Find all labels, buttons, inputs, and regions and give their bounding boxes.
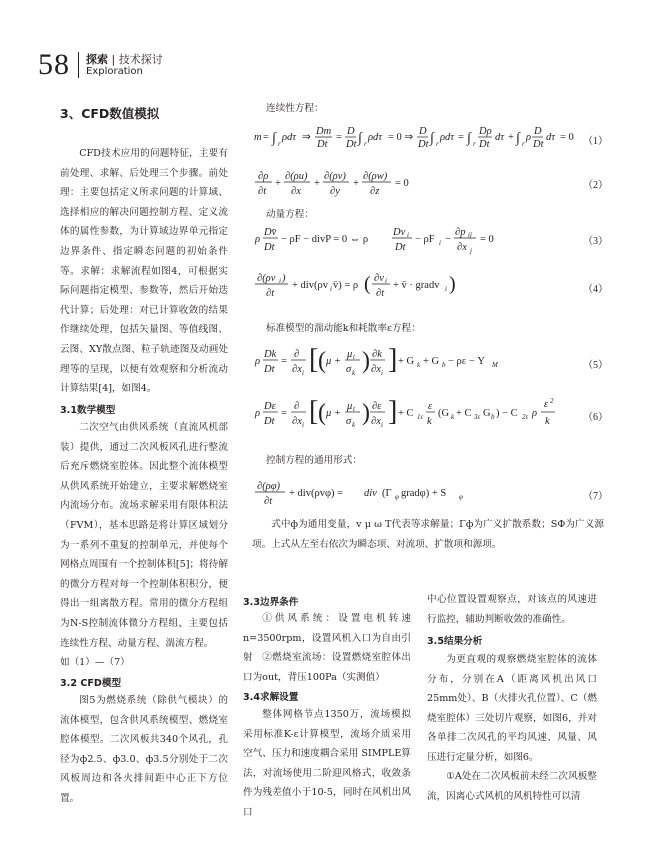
svg-text:i: i [381, 369, 383, 377]
svg-text:ρ: ρ [255, 234, 261, 245]
header-section-name: 探索 [86, 53, 108, 66]
svg-text:Dt: Dt [264, 416, 275, 427]
svg-text:= 0: = 0 [480, 234, 494, 245]
svg-text:=: = [281, 356, 287, 367]
svg-text:r: r [436, 140, 439, 148]
svg-text:∂x: ∂x [292, 416, 302, 427]
svg-text:(: ( [364, 273, 371, 295]
paragraph-3-5: 为更直观的观察燃烧室腔体的流体分布，分别在A（距离风机出风口25mm处）、B（火排火孔位置）、C（燃烧室腔体）三处切片观察，如图6，并对各单排二次风孔的平均风速、风量、风压进行定量分析，如图6。 [427, 654, 597, 763]
svg-text:gradφ) + S: gradφ) + S [401, 488, 447, 499]
svg-text:∂x: ∂x [371, 416, 381, 427]
svg-text:=: = [458, 132, 464, 143]
svg-text:=: = [281, 408, 287, 419]
equation-number-5: （5） [583, 360, 608, 371]
continuity-label: 连续性方程： [266, 103, 324, 114]
svg-text:i: i [279, 277, 281, 285]
svg-text:+ C: + C [398, 408, 414, 419]
equation-number-4: （4） [583, 284, 608, 295]
svg-text:Dk: Dk [264, 349, 277, 360]
svg-text:= 0: = 0 [560, 132, 574, 143]
svg-text:Dt: Dt [317, 139, 328, 150]
svg-text:∂(ρv): ∂(ρv) [324, 171, 346, 182]
header-english: Exploration [86, 66, 143, 77]
equation-number-6: （6） [583, 412, 608, 423]
intro-paragraph: CFD技术应用的问题特征，主要有前处理、求解、后处理三个步骤。前处理：主要包括定义所求问题的计算域、选择相应的解决问题控制方程、定义流体的属性参数，为计算域边界单元指定边界条件、指定瞬态问题的初始条件等。求解：求解流程如图4，可根据实际问题指定模型、参数等，然后开始迭代计算；后处理：对已计算收敛的结果作继续处理，包括矢量图、等值线图、云图、XY散点图、粒子轨迹图及动画处理等的呈现，以便有效观察和分析流动计算结果[4]，如图4。 [60, 148, 228, 395]
heading-3-5: 3.5结果分析 [427, 636, 483, 647]
svg-text:1ε: 1ε [417, 413, 424, 421]
equation-number-7: （7） [583, 491, 608, 502]
svg-text:[: [ [309, 396, 319, 427]
paragraph-3-1: 二次空气由供风系统（直流风机部装）提供，通过二次风板风孔进行整流后充斥燃烧室腔体。因此整个流体模型从供风系统开始建立，主要求解燃烧室内流场分布。流场求解采用有限体积法（FVM），基本思路是将计算区域划分为一系列不重复的控制单元，并使每个网格点周围有一个控制体积[5]；将待解的微分方程对每一个控制体积积分，便得出一组离散方程。常用的微分方程组为N-S控制流体微分方程组，主要包括连续性方程、动量方程、湍流方程。 [60, 422, 228, 649]
paragraph-3-1-ref: 如（1）—（7） [60, 657, 130, 668]
svg-text:Dt: Dt [479, 139, 490, 150]
header-column: 技术探讨 [118, 53, 163, 66]
svg-text:t: t [353, 405, 355, 413]
svg-text:Dt: Dt [533, 139, 544, 150]
svg-text:ρdτ: ρdτ [368, 132, 383, 143]
svg-text:− ρε − Y: − ρε − Y [448, 356, 485, 367]
equation-3 [252, 222, 582, 254]
svg-text:Dt: Dt [395, 242, 406, 253]
paragraph-observe-point: 中心位置设置观察点，对该点的风速进行监控，辅助判断收敛的准确性。 [427, 594, 597, 625]
svg-text:⇒: ⇒ [302, 132, 311, 143]
svg-text:ρ: ρ [255, 356, 261, 367]
equation-number-3: （3） [583, 236, 608, 247]
heading-3-1: 3.1数学模型 [60, 405, 116, 416]
svg-text:σ: σ [346, 364, 352, 375]
svg-text:r: r [522, 140, 525, 148]
svg-text:∂(ρv: ∂(ρv [257, 273, 276, 284]
svg-text:k: k [352, 421, 356, 429]
svg-text:μ +: μ + [326, 356, 341, 367]
svg-text:Dt: Dt [418, 139, 429, 150]
svg-text:m: m [254, 132, 262, 143]
heading-3-3: 3.3边界条件 [243, 597, 299, 608]
svg-text:dτ: dτ [546, 132, 556, 143]
svg-text:): ) [362, 348, 370, 374]
svg-text:b: b [491, 413, 495, 421]
svg-text:=: = [263, 132, 269, 143]
svg-text:ρdτ: ρdτ [282, 132, 297, 143]
svg-text:D: D [347, 126, 355, 137]
svg-text:i: i [302, 369, 304, 377]
svg-text:k: k [545, 416, 550, 427]
svg-text:∂p: ∂p [455, 227, 466, 238]
svg-text:∫: ∫ [430, 131, 434, 146]
svg-text:Dv̄: Dv̄ [264, 227, 277, 238]
svg-text:r: r [473, 140, 476, 148]
svg-text:σ: σ [346, 416, 352, 427]
svg-text:ρ: ρ [526, 132, 532, 143]
svg-text:∂(ρw): ∂(ρw) [363, 171, 388, 182]
svg-text:Dv: Dv [393, 227, 406, 238]
svg-text:∂ρ: ∂ρ [258, 171, 269, 182]
svg-text:φ: φ [459, 493, 463, 501]
paragraph-3-4: 整体网格节点1350万，流场模拟采用标准K-ε计算模型，流场介质采用空气、压力和速度耦合采用 SIMPLE算法，对流场使用二阶迎风格式，收敛条件为残差值小于10-5，同时在风机出风口 [243, 709, 411, 818]
svg-text:i: i [407, 231, 409, 239]
svg-text:∂v: ∂v [374, 273, 384, 284]
svg-text:∂x: ∂x [457, 242, 467, 253]
svg-text:= 0: = 0 [395, 178, 409, 189]
equation-note: 式中ф为通用变量，v μ ω T代表等求解量；Γф为广义扩散系数；SФ为广义源项。上式从左至右依次为瞬态项、对流项、扩散项和源项。 [252, 519, 604, 550]
svg-text:− ρF: − ρF [415, 234, 435, 245]
svg-text:∂x: ∂x [292, 364, 302, 375]
svg-text:=: = [336, 132, 342, 143]
svg-text:r: r [364, 140, 367, 148]
svg-text:G: G [483, 408, 491, 419]
svg-text:∂ε: ∂ε [372, 401, 382, 412]
svg-text:μ +: μ + [326, 408, 341, 419]
svg-text:i: i [381, 421, 383, 429]
svg-text:ε: ε [544, 399, 549, 410]
equation-number-1: （1） [583, 136, 608, 147]
paragraph-3-2: 图5为燃烧系统（除供气模块）的流体模型，包含供风系统模型、燃烧室腔体模型。二次风板共340个风孔，孔径为ф2.5、ф3.0、ф3.5分别处于二次风板周边和各火排间距中心正下方位置。 [60, 695, 228, 804]
svg-text:) − C: ) − C [496, 408, 518, 419]
svg-text:ρdτ: ρdτ [440, 132, 455, 143]
svg-text:]: ] [388, 396, 398, 427]
momentum-label: 动量方程： [266, 209, 314, 220]
svg-text:[: [ [309, 344, 319, 375]
svg-text:i: i [330, 285, 332, 293]
paragraph-3-5-b: ①A处在二次风板前未经二次风板整流，因离心式风机的风机特性可以清 [427, 771, 597, 802]
svg-text:∂: ∂ [294, 349, 300, 360]
svg-text:−: − [445, 234, 451, 245]
svg-text:+: + [275, 178, 281, 189]
svg-text:i: i [445, 285, 447, 293]
svg-text:r: r [278, 140, 281, 148]
svg-text:− ρF − divP = 0 ⇔ ρ: − ρF − divP = 0 ⇔ ρ [281, 234, 369, 245]
heading-3-4: 3.4求解设置 [243, 692, 299, 703]
svg-text:i: i [385, 277, 387, 285]
svg-text:k: k [427, 416, 432, 427]
svg-text:∫: ∫ [272, 131, 276, 146]
svg-text:+ v̄ · gradv: + v̄ · gradv [393, 280, 440, 291]
equation-5 [252, 340, 582, 384]
svg-text:∂x: ∂x [291, 186, 301, 197]
svg-text:]: ] [388, 344, 398, 375]
page-number: 58 [38, 48, 70, 81]
svg-text:∂t: ∂t [264, 496, 273, 507]
general-form-label: 控制方程的通用形式： [266, 455, 362, 466]
svg-text:Dt: Dt [346, 139, 357, 150]
svg-text:+ C: + C [456, 408, 472, 419]
header-divider [78, 52, 79, 78]
equation-7 [252, 476, 582, 508]
svg-text:+ G: + G [423, 356, 440, 367]
svg-text:): ) [282, 273, 286, 284]
equation-1 [252, 122, 582, 154]
svg-text:∂k: ∂k [372, 349, 382, 360]
svg-text:div: div [364, 488, 377, 499]
svg-text:∂x: ∂x [371, 364, 381, 375]
svg-text:∂y: ∂y [330, 186, 340, 197]
svg-text:(Γ: (Γ [382, 488, 392, 499]
svg-text:Dt: Dt [264, 242, 275, 253]
svg-text:φ: φ [395, 493, 399, 501]
svg-text:Dρ: Dρ [479, 126, 492, 137]
svg-text:k: k [352, 369, 356, 377]
svg-text:μ: μ [347, 401, 353, 412]
svg-text:(G: (G [438, 408, 450, 419]
header-section: 探索 | 技术探讨 [86, 53, 163, 66]
svg-text:∂z: ∂z [370, 186, 380, 197]
svg-text:∂: ∂ [294, 401, 300, 412]
turbulence-label: 标准模型的湍动能k和耗散率ε方程： [266, 323, 421, 334]
svg-text:3ε: 3ε [474, 413, 481, 421]
svg-text:Dε: Dε [264, 401, 276, 412]
equation-number-2: （2） [583, 180, 608, 191]
svg-text:b: b [442, 361, 446, 369]
svg-text:∂(ρφ): ∂(ρφ) [257, 481, 281, 492]
equation-6 [252, 392, 582, 436]
svg-text:+: + [508, 132, 514, 143]
svg-text:): ) [449, 273, 456, 295]
svg-text:v̄) = ρ: v̄) = ρ [333, 280, 359, 291]
svg-text:∫: ∫ [358, 131, 362, 146]
svg-text:∂t: ∂t [266, 288, 275, 299]
svg-text:+: + [353, 178, 359, 189]
equation-4 [252, 268, 582, 300]
svg-text:(: ( [318, 400, 326, 426]
svg-text:∫: ∫ [467, 131, 471, 146]
svg-text:k: k [451, 413, 455, 421]
svg-text:Dm: Dm [316, 126, 332, 137]
svg-text:∂(ρu): ∂(ρu) [285, 171, 308, 182]
svg-text:+ G: + G [398, 356, 415, 367]
svg-text:i: i [302, 421, 304, 429]
svg-text:j: j [470, 247, 472, 255]
svg-text:ij: ij [468, 231, 472, 239]
svg-text:∫: ∫ [516, 131, 520, 146]
equation-2 [252, 166, 582, 198]
svg-text:ρ: ρ [255, 408, 261, 419]
svg-text:∂t: ∂t [258, 186, 267, 197]
heading-3-2: 3.2 CFD模型 [60, 678, 122, 689]
svg-text:k: k [417, 361, 421, 369]
paragraph-3-3-a: ①供风系统：设置电机转速n=3500rpm，设置风机入口为自由引射 [243, 613, 411, 664]
svg-text:(: ( [318, 348, 326, 374]
svg-text:t: t [353, 353, 355, 361]
svg-text:): ) [362, 400, 370, 426]
section-title: 3、CFD数值模拟 [60, 106, 160, 121]
svg-text:+ div(ρv: + div(ρv [292, 280, 328, 291]
svg-text:i: i [439, 239, 441, 247]
svg-text:+ div(ρvφ) =: + div(ρvφ) = [289, 488, 344, 499]
svg-text:+: + [314, 178, 320, 189]
paragraph-3-3-b: ②燃烧室流场：设置燃烧室腔体出口为out，背压100Pa（实测值） [243, 652, 411, 683]
svg-text:∂t: ∂t [376, 288, 385, 299]
svg-text:= 0 ⇒: = 0 ⇒ [388, 132, 414, 143]
svg-text:D: D [419, 126, 427, 137]
svg-text:μ: μ [347, 349, 353, 360]
svg-text:ρ: ρ [532, 408, 538, 419]
svg-text:dτ: dτ [495, 132, 505, 143]
svg-text:ε: ε [428, 401, 433, 412]
svg-text:Dt: Dt [264, 364, 275, 375]
svg-text:D: D [534, 126, 542, 137]
svg-text:2: 2 [550, 397, 554, 405]
svg-text:2ε: 2ε [522, 413, 529, 421]
svg-text:M: M [492, 361, 498, 369]
